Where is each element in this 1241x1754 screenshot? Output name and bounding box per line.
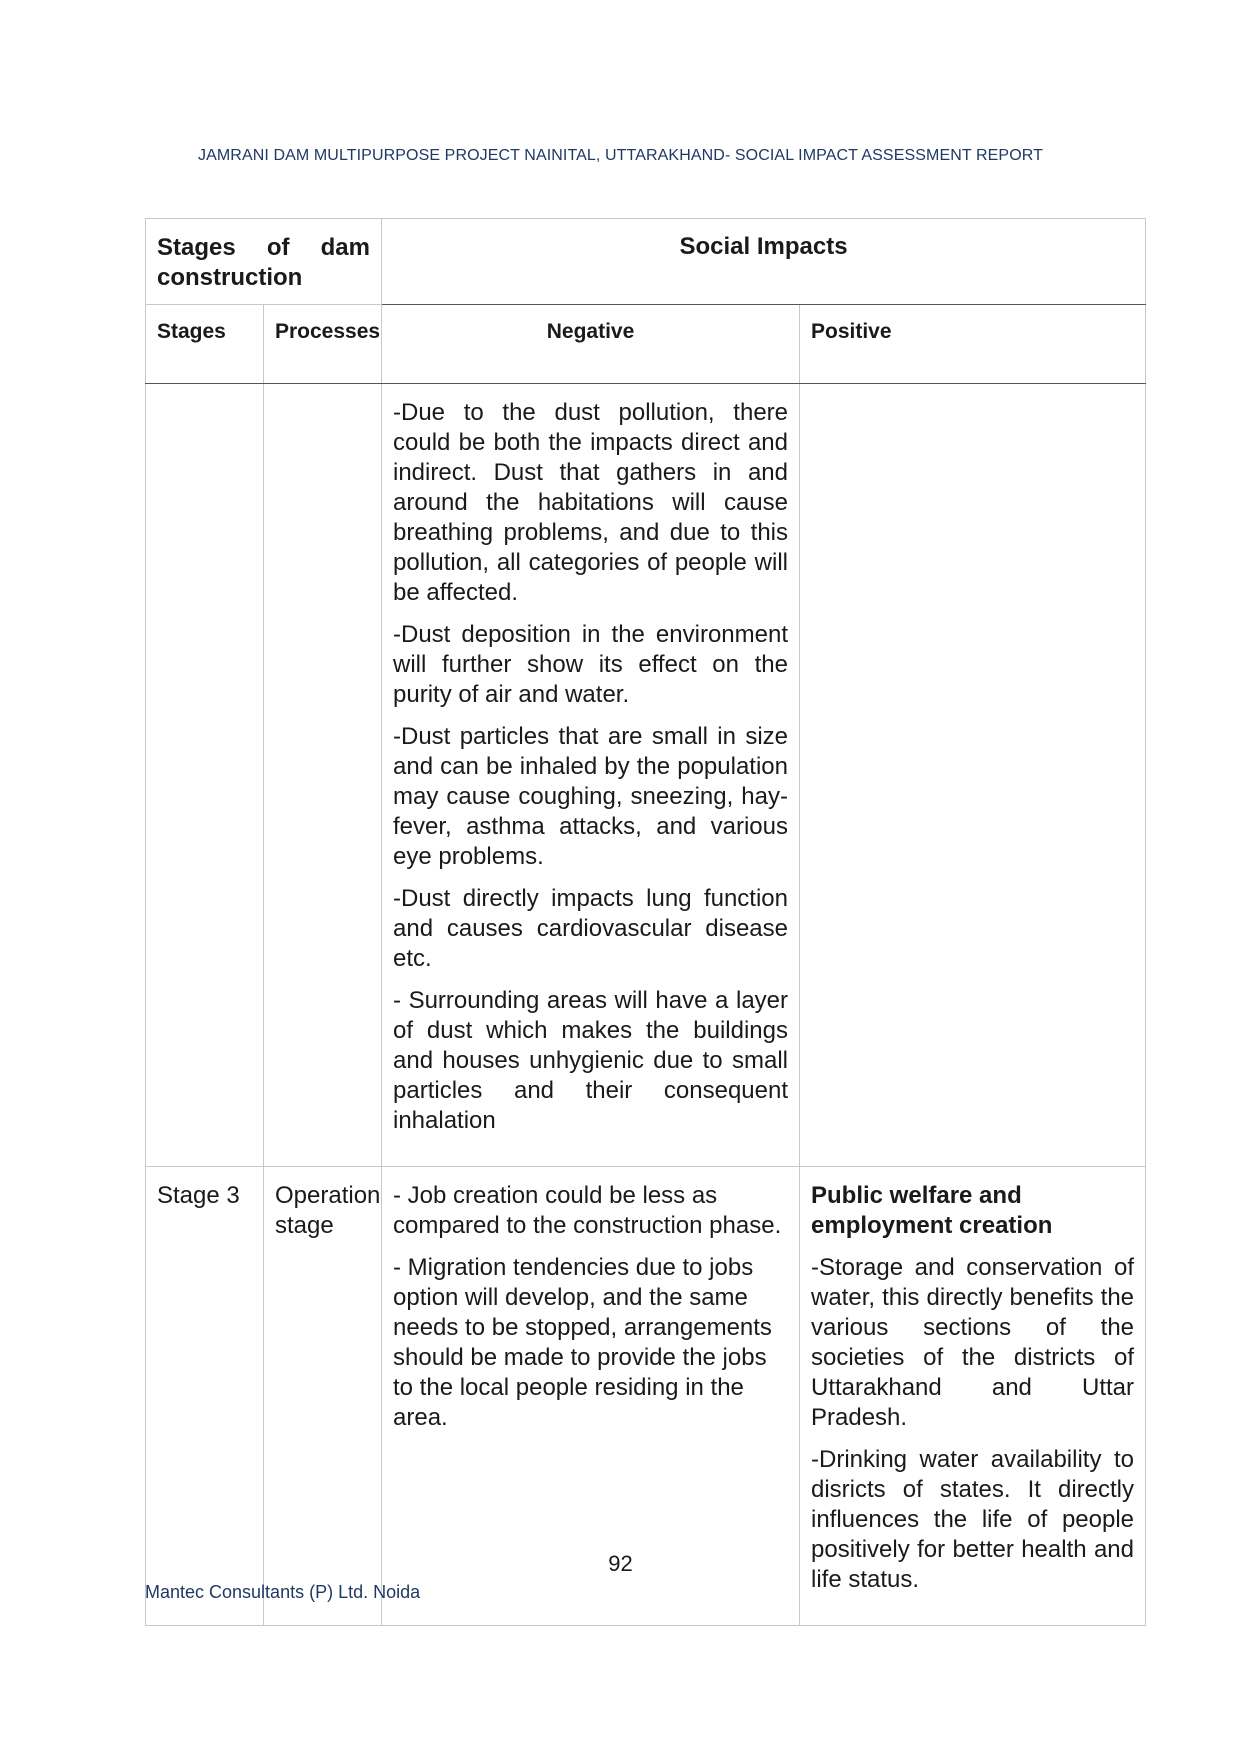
process-cell: [264, 384, 382, 1167]
table-row: [146, 384, 1146, 1167]
impact-paragraph: - Migration tendencies due to jobs option will develop, and the same needs to be stopped, arrangements should be made to provide the jobs to the local people residing in the area.: [393, 1254, 772, 1431]
impact-paragraph: -Dust directly impacts lung function and causes cardiovascular disease etc.: [393, 885, 788, 972]
impact-paragraph: - Job creation could be less as compared to the construction phase.: [393, 1182, 782, 1239]
stages-title-word: of: [266, 234, 290, 261]
stage-cell: [146, 384, 264, 1167]
stages-of-construction-header: [146, 219, 382, 305]
stages-title-word: Stages: [157, 234, 236, 261]
col-header-stages: Stages: [146, 305, 264, 384]
impact-paragraph: -Storage and conservation of water, this directly benefits the various sections of the societies of the districts of Uttarakhand and Uttar Pradesh.: [811, 1254, 1135, 1431]
impact-paragraph: - Surrounding areas will have a layer of dust which makes the buildings and houses unhygienic due to small particles and their consequent inhalation: [393, 987, 788, 1134]
stage-cell: Stage 3: [146, 1167, 264, 1626]
impact-paragraph: -Drinking water availability to disricts of states. It directly influences the life of people positively for better health and life status.: [811, 1446, 1135, 1593]
impact-paragraph: -Dust deposition in the environment will further show its effect on the purity of air and water.: [393, 621, 788, 708]
col-header-negative: Negative: [382, 305, 800, 384]
stages-title-line2: construction: [157, 264, 303, 291]
col-header-processes: Processes: [264, 305, 382, 384]
social-impacts-table: [145, 218, 1146, 1626]
impact-paragraph: -Due to the dust pollution, there could be both the impacts direct and indirect. Dust that gathers in and around the habitations will cause breathing problems, and due to this pollution, all categories of people will be affected.: [393, 399, 788, 606]
process-cell: Operation stage: [264, 1167, 382, 1626]
page-number: 92: [608, 1551, 633, 1576]
stages-title-word: dam: [320, 234, 370, 261]
col-header-positive: Positive: [800, 305, 1146, 384]
impact-paragraph: -Dust particles that are small in size and can be inhaled by the population may cause coughing, sneezing, hay-fever, asthma attacks, and various eye problems.: [393, 723, 788, 870]
positive-heading: Public welfare and employment creation: [811, 1182, 1053, 1239]
social-impacts-header: Social Impacts: [382, 219, 1146, 305]
document-header: JAMRANI DAM MULTIPURPOSE PROJECT NAINITAL, UTTARAKHAND- SOCIAL IMPACT ASSESSMENT REPORT: [198, 147, 1043, 164]
negative-cell: [382, 384, 800, 1167]
positive-cell: [800, 384, 1146, 1167]
document-footer: Mantec Consultants (P) Ltd. Noida: [145, 1582, 421, 1602]
